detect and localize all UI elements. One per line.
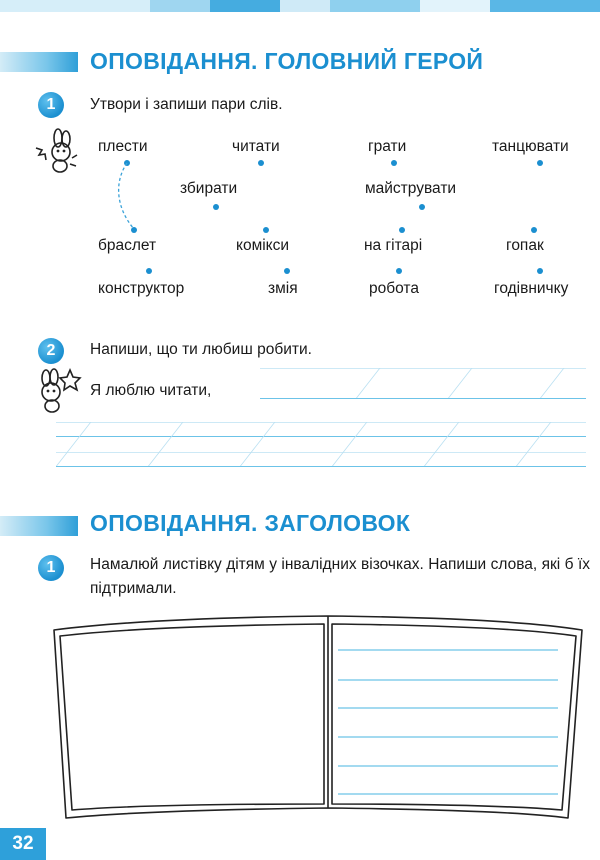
word-noun: гопак [506, 237, 544, 254]
task-number: 2 [38, 338, 64, 364]
word-noun: робота [369, 280, 419, 297]
connect-dot[interactable] [258, 160, 264, 166]
task-number: 1 [38, 555, 64, 581]
page-number: 32 [0, 828, 46, 860]
word-verb: збирати [180, 180, 238, 197]
section-title-heading: ОПОВІДАННЯ. ЗАГОЛОВОК [90, 510, 411, 536]
word-noun: змія [268, 280, 298, 297]
word-noun: конструктор [98, 280, 185, 297]
connect-dot[interactable] [263, 227, 269, 233]
word-verb: плести [98, 138, 148, 155]
connect-dot[interactable] [213, 204, 219, 210]
word-noun: годівничку [494, 280, 569, 297]
postcard-frame[interactable] [48, 610, 588, 828]
section-strip [0, 516, 78, 536]
connect-dot[interactable] [399, 227, 405, 233]
word-verb: читати [232, 138, 280, 155]
task-number: 1 [38, 92, 64, 118]
task-instruction: Утвори і запиши пари слів. [90, 96, 283, 113]
connect-dot[interactable] [396, 268, 402, 274]
word-verb: танцювати [492, 138, 569, 155]
task-instruction: Намалюй листівку дітям у інвалідних візочках. Напиши слова, які б їх підтримали. [90, 556, 590, 597]
connect-dot[interactable] [284, 268, 290, 274]
writing-sample-text: Я люблю читати, [90, 382, 212, 399]
word-noun: на гітарі [364, 237, 423, 254]
connect-dot[interactable] [391, 160, 397, 166]
writing-area[interactable] [56, 360, 586, 475]
connect-dot[interactable] [537, 268, 543, 274]
connect-dot[interactable] [419, 204, 425, 210]
bunny-mascot-icon [30, 128, 80, 174]
word-noun: браслет [98, 237, 157, 254]
word-verb: майструвати [365, 180, 457, 197]
task-instruction: Напиши, що ти любиш робити. [90, 341, 312, 358]
connect-dot[interactable] [537, 160, 543, 166]
top-decorative-bar [0, 0, 600, 12]
section-strip [0, 52, 78, 72]
connect-dot[interactable] [146, 268, 152, 274]
sample-connector-line [110, 160, 150, 232]
connect-dot[interactable] [531, 227, 537, 233]
word-verb: грати [368, 138, 407, 155]
section-title-main-hero: ОПОВІДАННЯ. ГОЛОВНИЙ ГЕРОЙ [90, 48, 484, 74]
word-noun: комікси [236, 237, 290, 254]
